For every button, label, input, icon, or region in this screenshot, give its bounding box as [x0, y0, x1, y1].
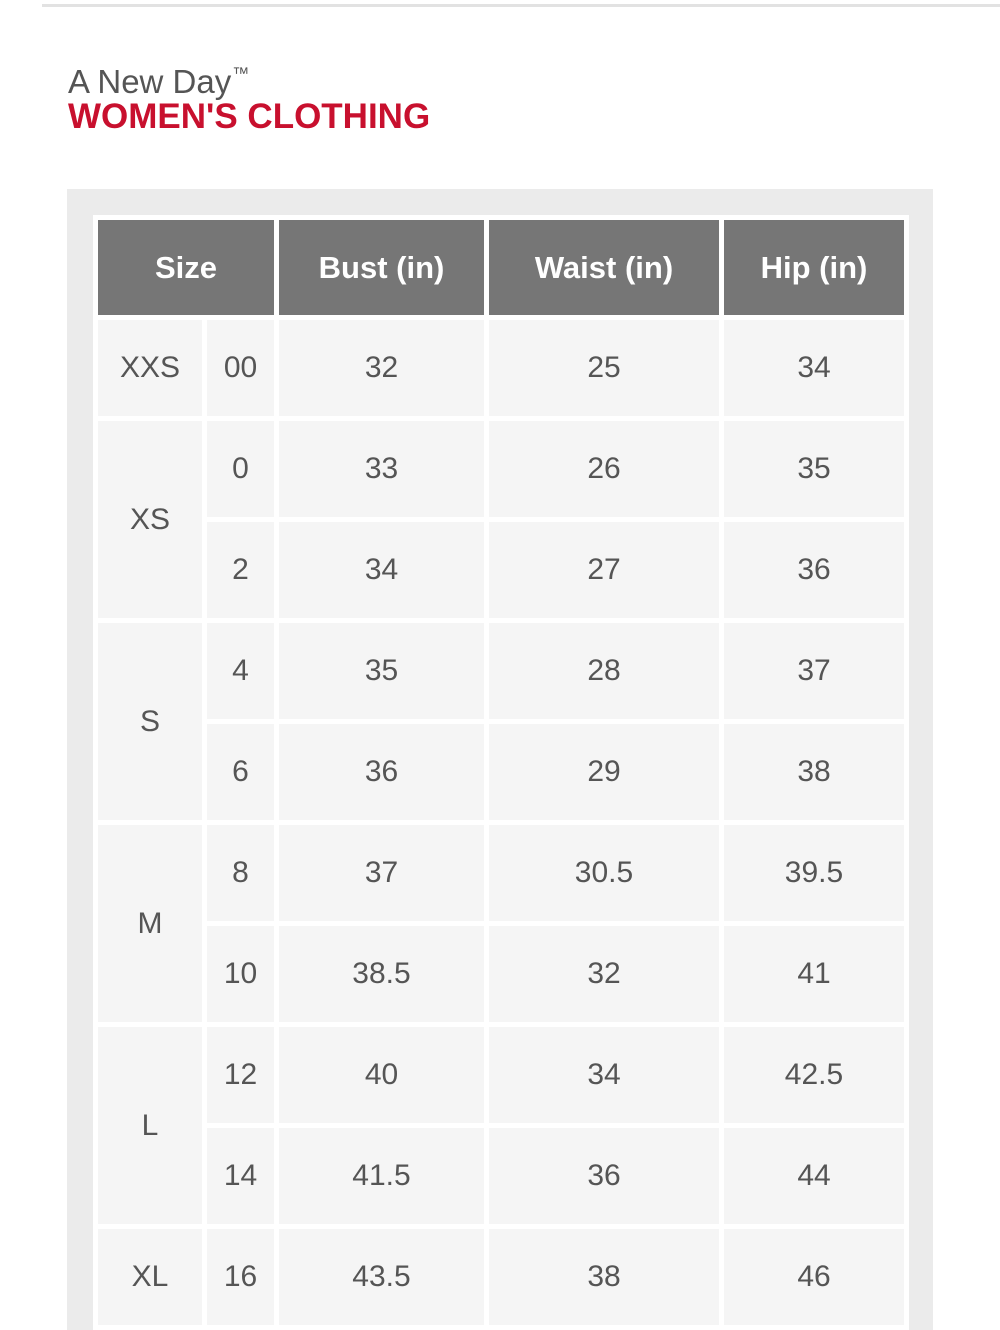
table-row	[98, 825, 904, 921]
size-number-cell: 2	[207, 522, 274, 618]
header-hip: Hip (in)	[724, 220, 904, 315]
waist-cell: 26	[489, 421, 719, 517]
header-size: Size	[98, 220, 274, 315]
size-number-cell: 16	[207, 1229, 274, 1325]
bust-cell: 41.5	[279, 1128, 484, 1224]
top-divider	[42, 4, 1000, 7]
page-title: WOMEN'S CLOTHING	[68, 97, 431, 136]
size-label-cell: XL	[98, 1229, 202, 1325]
size-label-cell: XXS	[98, 320, 202, 416]
bust-cell: 37	[279, 825, 484, 921]
hip-cell: 36	[724, 522, 904, 618]
waist-cell: 30.5	[489, 825, 719, 921]
table-row	[98, 522, 904, 618]
waist-cell: 27	[489, 522, 719, 618]
hip-cell: 34	[724, 320, 904, 416]
waist-cell: 29	[489, 724, 719, 820]
size-number-cell: 00	[207, 320, 274, 416]
waist-cell: 34	[489, 1027, 719, 1123]
size-number-cell: 10	[207, 926, 274, 1022]
waist-cell: 28	[489, 623, 719, 719]
bust-cell: 35	[279, 623, 484, 719]
hip-cell: 44	[724, 1128, 904, 1224]
bust-cell: 32	[279, 320, 484, 416]
size-number-cell: 6	[207, 724, 274, 820]
bust-cell: 36	[279, 724, 484, 820]
table-row	[98, 1027, 904, 1123]
size-number-cell: 4	[207, 623, 274, 719]
size-number-cell: 0	[207, 421, 274, 517]
hip-cell: 39.5	[724, 825, 904, 921]
bust-cell: 38.5	[279, 926, 484, 1022]
size-label-cell: XS	[98, 421, 202, 618]
bust-cell: 43.5	[279, 1229, 484, 1325]
size-number-cell: 8	[207, 825, 274, 921]
hip-cell: 42.5	[724, 1027, 904, 1123]
bust-cell: 40	[279, 1027, 484, 1123]
waist-cell: 32	[489, 926, 719, 1022]
size-label-cell: L	[98, 1027, 202, 1224]
size-label-cell: M	[98, 825, 202, 1022]
hip-cell: 37	[724, 623, 904, 719]
hip-cell: 46	[724, 1229, 904, 1325]
hip-cell: 35	[724, 421, 904, 517]
hip-cell: 38	[724, 724, 904, 820]
table-row	[98, 926, 904, 1022]
size-chart-table	[93, 215, 909, 1330]
header-bust: Bust (in)	[279, 220, 484, 315]
table-row	[98, 1229, 904, 1325]
trademark-symbol: ™	[232, 64, 250, 83]
waist-cell: 38	[489, 1229, 719, 1325]
table-header-row	[98, 220, 904, 315]
bust-cell: 33	[279, 421, 484, 517]
size-number-cell: 12	[207, 1027, 274, 1123]
size-chart-body	[98, 320, 904, 1325]
brand-name	[68, 54, 249, 102]
size-chart-panel	[67, 189, 933, 1330]
hip-cell: 41	[724, 926, 904, 1022]
bust-cell: 34	[279, 522, 484, 618]
waist-cell: 25	[489, 320, 719, 416]
size-label-cell: S	[98, 623, 202, 820]
size-number-cell: 14	[207, 1128, 274, 1224]
table-row	[98, 1128, 904, 1224]
waist-cell: 36	[489, 1128, 719, 1224]
table-row	[98, 421, 904, 517]
table-row	[98, 623, 904, 719]
table-row	[98, 724, 904, 820]
header-waist: Waist (in)	[489, 220, 719, 315]
table-row	[98, 320, 904, 416]
brand-name-text: A New Day	[68, 63, 232, 100]
